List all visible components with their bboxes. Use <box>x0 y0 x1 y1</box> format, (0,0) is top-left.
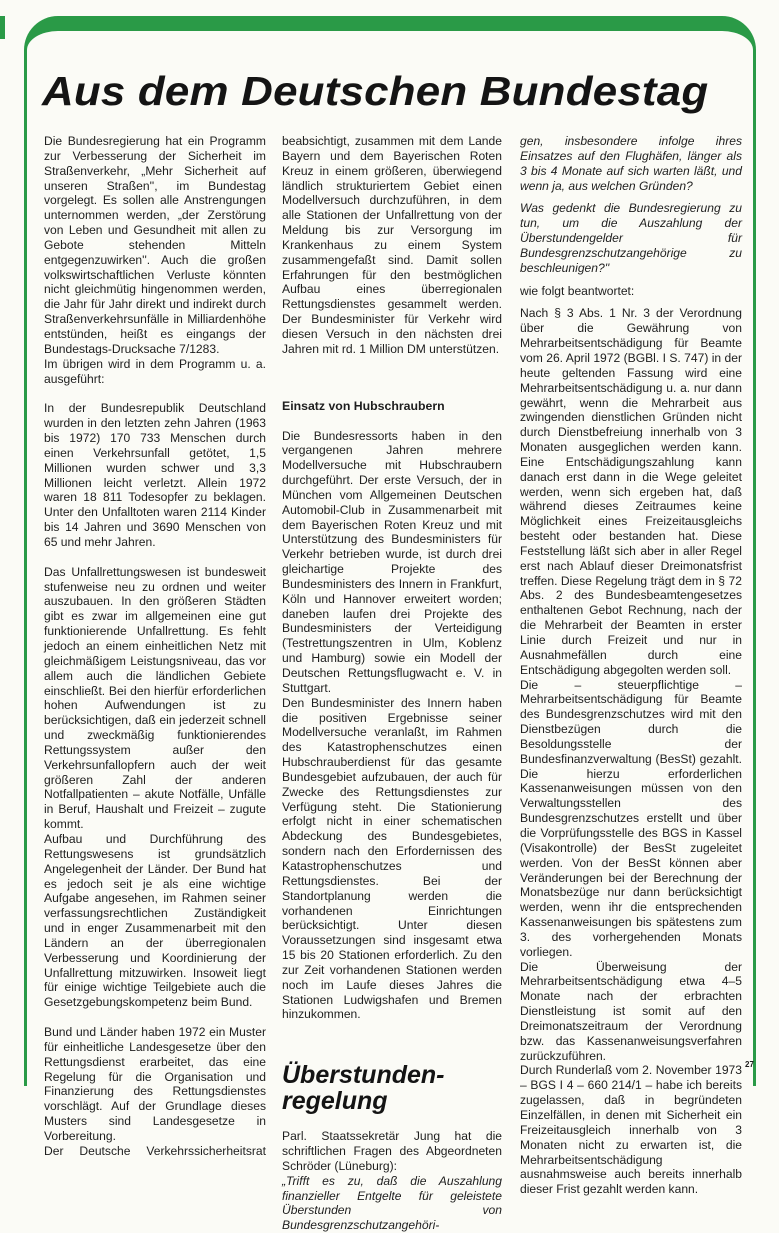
question-paragraph: „Trifft es zu, daß die Auszahlung finanzieller Entgelte für geleistete Überstunden von Bundesgrenzschutzangehöri- <box>282 1173 502 1233</box>
paragraph: Der Deutsche Verkehrssicherheitsrat <box>44 1143 266 1158</box>
page-number: 27 <box>745 1060 754 1069</box>
paragraph: Die Bundesregierung hat ein Programm zur Verbesserung der Sicherheit im Straßenverkehr, „Mehr Sicherheit auf unseren Straßen'', im Bundestag vorgelegt. Es sollen alle Anstrengungen unternommen werden, „der Zerstörung von Leben und Gesundheit mit allen zu Gebote stehenden Mitteln entgegenzuwirken''. Auch die großen volkswirtschaftlichen Verluste könnten nicht gleichmütig hingenommen werden, die Jahr für Jahr direkt und indirekt durch Straßenverkehrsunfälle in Milliardenhöhe entstünden, heißt es eingangs der Bundestags-Drucksache 7/1283. <box>44 134 266 356</box>
question-paragraph: Was gedenkt die Bundesregierung zu tun, um die Auszahlung der Überstundengelder für Bundesgrenzschutzangehörige zu beschleunigen?'' <box>520 201 742 275</box>
paragraph: In der Bundesrepublik Deutschland wurden in den letzten zehn Jahren (1963 bis 1972) 170 733 Menschen durch einen Verkehrsunfall getötet, 1,5 Millionen wurden schwer und 3,3 Millionen leicht verletzt. Allein 1972 waren 18 811 Todesopfer zu beklagen. Unter den Unfalltoten waren 2114 Kinder bis 14 Jahren und 3690 Menschen von 65 und mehr Jahren. <box>44 401 266 549</box>
section-heading-line: regelung <box>282 1087 388 1116</box>
paragraph: Im übrigen wird in dem Programm u. a. ausgeführt: <box>44 356 266 386</box>
column-2 <box>282 134 502 1233</box>
paragraph: Die Bundesressorts haben in den vergangenen Jahren mehrere Modellversuche mit Hubschraubern durchgeführt. Der erste Versuch, der in München vom Allgemeinen Deutschen Automobil-Club in Zusammenarbeit mit dem Bayerischen Roten Kreuz und mit Unterstützung des Bundesministers für Verkehr betrieben wurde, ist durch drei gleichartige Projekte des Bundesministers des Innern in Frankfurt, Köln und Hannover erweitert worden; daneben laufen drei Projekte des Bundesministers der Verteidigung (Testrettungszentren in Ulm, Koblenz und Hamburg) sowie ein Modell der Deutschen Rettungsflugwacht e. V. in Stuttgart. <box>282 428 502 695</box>
paragraph: Das Unfallrettungswesen ist bundesweit stufenweise neu zu ordnen und weiter auszubauen. In den größeren Städten gibt es zwar im allgemeinen eine gut funktionierende Unfallrettung. Es fehlt jedoch an einem einheitlichen Netz mit gleichmäßigem Leistungsniveau, das vor allem auch die ländlichen Gebiete einschließt. Bei den hierfür erforderlichen hohen Aufwendungen ist zu berücksichtigen, daß ein jederzeit schnell und zweckmäßig funktionierendes Rettungssystem außer den Verkehrsunfallopfern auch der weit größeren Zahl der anderen Notfallpatienten – akute Notfälle, Unfälle in Beruf, Haushalt und Freizeit – zugute kommt. <box>44 564 266 832</box>
paragraph: Die – steuerpflichtige – Mehrarbeitsentschädigung für Beamte des Bundesgrenzschutzes wird mit den Dienstbezügen durch die Besoldungsstelle der Bundesfinanzverwaltung (BesSt) gezahlt. Die hierzu erforderlichen Kassenanweisungen müssen von den Verwaltungsstellen des Bundesgrenzschutzes erstellt und über die Vorprüfungsstelle des BGS in Kassel (Visakontrolle) der BesSt zugeleitet werden. Von der BesSt können aber Veränderungen bei der Berechnung der Monatsbezüge nur dann berücksichtigt werden, wenn ihr die entsprechenden Kassenanweisungen bis spätestens zum 3. des vorhergehenden Monats vorliegen. <box>520 677 742 959</box>
column-3 <box>520 134 742 1197</box>
paragraph: Aufbau und Durchführung des Rettungswesens ist grundsätzlich Angelegenheit der Länder. Der Bund hat es jedoch seit je als eine wichtige Aufgabe angesehen, im Rahmen seiner verfassungsrechtlichen Zuständigkeit und in enger Zusammenarbeit mit den Ländern an der überregionalen Verbesserung und Koordinierung der Unfallrettung mitzuwirken. Insoweit liegt für einige wichtige Teilgebiete auch die Gesetzgebungskompetenz beim Bund. <box>44 831 266 1010</box>
paragraph: Bund und Länder haben 1972 ein Muster für einheitliche Landesgesetze über den Rettungsdienst erarbeitet, das eine Regelung für die Organisation und Finanzierung des Rettungsdienstes vorschlägt. Auf der Grundlage dieses Musters sind Landesgesetze in Vorbereitung. <box>44 1025 266 1143</box>
paragraph: Durch Runderlaß vom 2. November 1973 – BGS I 4 – 660 214/1 – habe ich bereits zugelassen, daß in begründeten Einzelfällen, in denen mit Sicherheit ein Freizeitausgleich innerhalb von 3 Monaten nicht zu erwarten ist, die Mehrarbeitsentschädigung ausnahmsweise auch bereits innerhalb dieser Frist gezahlt werden kann. <box>520 1063 742 1197</box>
subheading-hubschrauber: Einsatz von Hubschraubern <box>282 398 445 413</box>
question-paragraph: gen, insbesondere infolge ihres Einsatzes auf den Flughäfen, länger als 3 bis 4 Monate auf sich warten läßt, und wenn ja, aus welchen Gründen? <box>520 134 742 193</box>
paragraph: Die Überweisung der Mehrarbeitsentschädigung etwa 4–5 Monate nach der erbrachten Dienstleistung ist somit auf den Dreimonatszeitraum der Verordnung bzw. das Kassenanweisungsverfahren zurückzuführen. <box>520 959 742 1063</box>
answer-intro: wie folgt beantwortet: <box>520 283 635 298</box>
section-heading-line: Überstunden- <box>282 1061 445 1090</box>
intro-paragraph: Parl. Staatssekretär Jung hat die schriftlichen Fragen des Abgeordneten Schröder (Lüneburg): <box>282 1129 502 1173</box>
paragraph: Den Bundesminister des Innern haben die positiven Ergebnisse seiner Modellversuche veranlaßt, im Rahmen des Katastrophenschutzes einen Hubschrauberdienst für das gesamte Bundesgebiet aufzubauen, der auch für Zwecke des Rettungsdienstes zur Verfügung steht. Die Stationierung erfolgt nicht in einer schematischen Abdeckung des Bundesgebietes, sondern nach den Erfordernissen des Katastrophenschutzes und Rettungsdienstes. Bei der Standortplanung werden die vorhandenen Einrichtungen berücksichtigt. Unter diesen Voraussetzungen sind insgesamt etwa 15 bis 20 Stationen erforderlich. Zu den zur Zeit vorhandenen Stationen werden noch im Laufe dieses Jahres die Stationen Ludwigshafen und Bremen hinzukommen. <box>282 695 502 1022</box>
column-1 <box>44 134 266 1159</box>
masthead-title: Aus dem Deutschen Bundestag <box>42 68 709 114</box>
paragraph: Nach § 3 Abs. 1 Nr. 3 der Verordnung über die Gewährung von Mehrarbeitsentschädigung für Beamte vom 26. April 1972 (BGBl. I S. 747) in der heute geltenden Fassung wird eine Mehrarbeitsentschädigung u. a. nur dann gewährt, wenn die Mehrarbeit aus zwingenden dienstlichen Gründen nicht durch Dienstbefreiung innerhalb von 3 Monaten ausgeglichen werden kann. Eine Entschädigungszahlung kann danach erst dann in die Wege geleitet werden, wenn sich ergeben hat, daß während dieses Zeitraumes keine Möglichkeit eines Freizeitausgleichs besteht oder bestanden hat. Diese Feststellung läßt sich aber in aller Regel erst nach Ablauf dieser Dreimonatsfrist treffen. Diese Regelung trägt dem in § 72 Abs. 2 des Bundesbeamtengesetzes enthaltenen Gebot Rechnung, nach der die Mehrarbeit der Beamten in erster Linie durch Freizeit und nur in Ausnahmefällen durch eine Entschädigung abgegolten werden soll. <box>520 306 742 677</box>
section-heading-ueberstunden <box>282 1062 502 1114</box>
page-edge-tab <box>0 16 5 39</box>
paragraph: beabsichtigt, zusammen mit dem Lande Bayern und dem Bayerischen Roten Kreuz in einem größeren, überwiegend ländlich strukturiertem Gebiet einen Modellversuch durchzuführen, in dem alle Stationen der Unfallrettung von der Meldung bis zur Versorgung im Krankenhaus zu einem System zusammengefaßt sind. Damit sollen Erfahrungen für den bestmöglichen Aufbau eines überregionalen Rettungsdienstes gesammelt werden. Der Bundesminister für Verkehr wird diesen Versuch in den nächsten drei Jahren mit rd. 1 Million DM unterstützen. <box>282 134 502 356</box>
